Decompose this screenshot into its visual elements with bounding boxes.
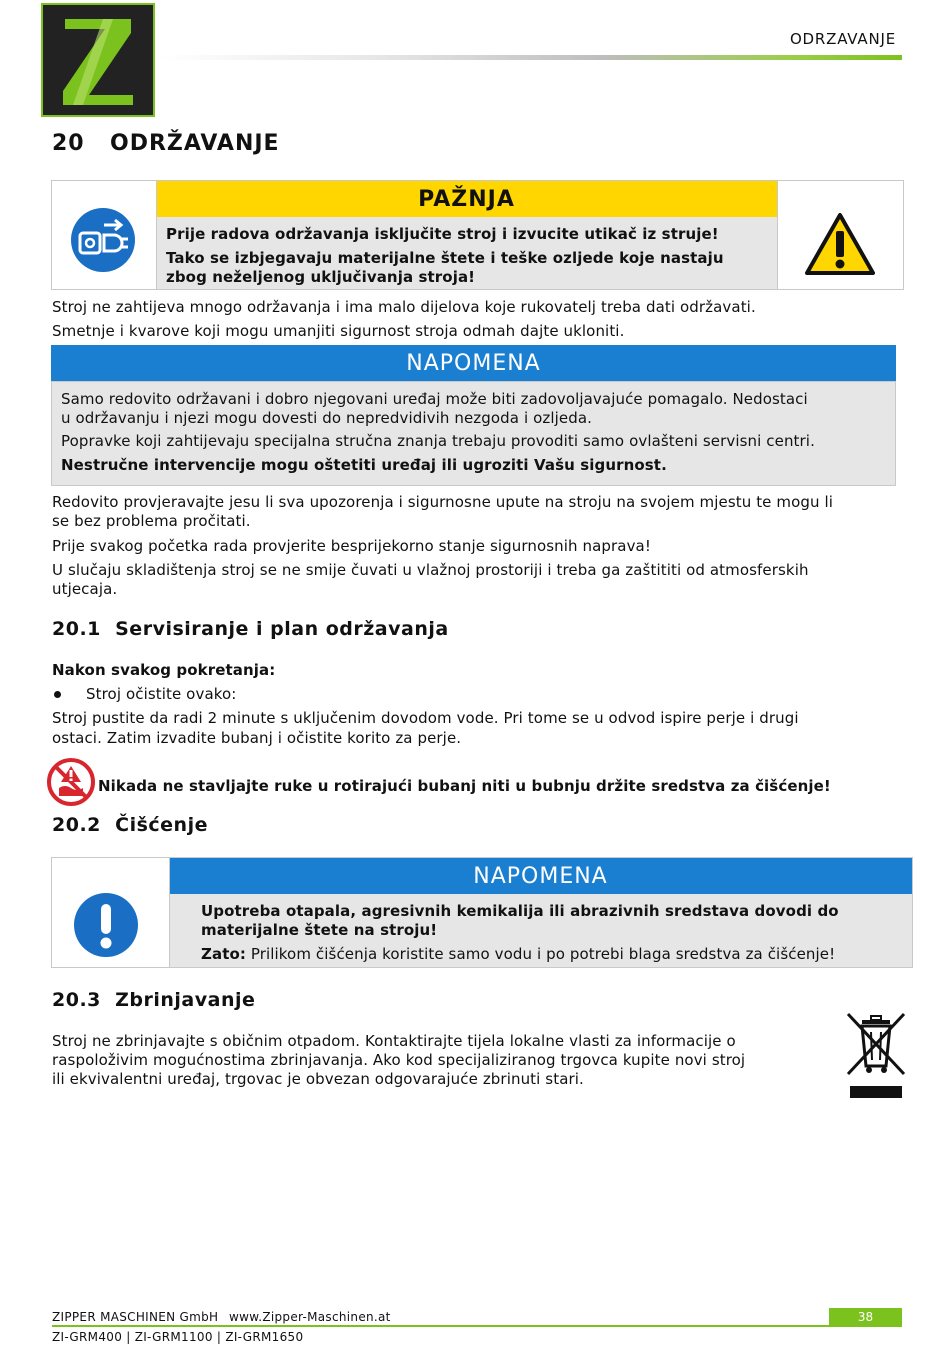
section-20-1-bullet: Stroj očistite ovako: [86, 685, 237, 703]
cleaning-note-divider [169, 858, 170, 967]
warning-triangle-icon [805, 213, 875, 275]
unplug-icon [70, 207, 136, 273]
page-number: 38 [829, 1308, 902, 1326]
section-20-1-paragraph-line-1: Stroj pustite da radi 2 minute s uključenim dovodom vode. Pri tome se u odvod ispire perje i drugi [52, 709, 799, 727]
body-paragraph-3-line-2: utjecaja. [52, 580, 118, 598]
section-20-1-title: Servisiranje i plan održavanja [115, 618, 449, 640]
brand-logo [41, 3, 155, 117]
section-20-1-subheading: Nakon svakog pokretanja: [52, 661, 276, 679]
section-20-3-line-2: raspoloživim mogućnostima zbrinjavanja. Ako kod specijaliziranog trgovca kupite novi stroj [52, 1051, 746, 1069]
section-20-1-number: 20.1 [52, 618, 101, 640]
note-line-1: Samo redovito održavani i dobro njegovani uređaj može biti zadovoljavajuće pomagalo. Nedostaci [61, 390, 808, 408]
cleaning-note-title: NAPOMENA [169, 858, 912, 894]
cleaning-note-line-3 [201, 945, 835, 964]
cleaning-note-line-3-bold: Zato: [201, 945, 246, 963]
caution-line-1: Prije radova održavanja isključite stroj i izvucite utikač iz struje! [166, 225, 719, 243]
intro-paragraph-2: Smetnje i kvarove koji mogu umanjiti sigurnost stroja odmah dajte ukloniti. [52, 322, 625, 340]
body-paragraph-2: Prije svakog početka rada provjerite besprijekorno stanje sigurnosnih naprava! [52, 537, 651, 555]
footer-website[interactable]: www.Zipper-Maschinen.at [229, 1310, 391, 1324]
note-title: NAPOMENA [51, 345, 896, 381]
header-section-title: ODRZAVANJE [789, 30, 896, 48]
section-20-2-title: Čišćenje [115, 814, 208, 836]
footer-divider [52, 1325, 902, 1327]
body-paragraph-1-line-2: se bez problema pročitati. [52, 512, 251, 530]
mandatory-exclamation-icon [73, 892, 139, 958]
section-20-3-number: 20.3 [52, 989, 101, 1011]
note-line-4: Nestručne intervencije mogu oštetiti uređaj ili ugroziti Vašu sigurnost. [61, 456, 667, 474]
cleaning-note-line-1: Upotreba otapala, agresivnih kemikalija ili abrazivnih sredstava dovodi do [201, 902, 839, 920]
section-20-2-heading [52, 814, 208, 836]
crossed-bin-icon [844, 1010, 908, 1100]
brand-logo-icon [43, 5, 153, 115]
footer-models: ZI-GRM400 | ZI-GRM1100 | ZI-GRM1650 [52, 1330, 304, 1344]
cleaning-note-line-3-rest: Prilikom čišćenja koristite samo vodu i po potrebi blaga sredstva za čišćenje! [245, 945, 836, 963]
note-line-2: u održavanju i njezi mogu dovesti do nepredvidivih nezgoda i ozljeda. [61, 409, 592, 427]
footer-company: ZIPPER MASCHINEN GmbH [52, 1310, 219, 1324]
body-paragraph-3-line-1: U slučaju skladištenja stroj se ne smije čuvati u vlažnoj prostoriji i treba ga zaštititi od atmosferskih [52, 561, 809, 579]
page-title-number: 20 [52, 131, 85, 156]
section-20-2-number: 20.2 [52, 814, 101, 836]
page-title [52, 131, 280, 156]
caution-title: PAŽNJA [156, 181, 777, 217]
section-20-3-line-3: ili ekvivalentni uređaj, trgovac je obvezan odgovarajuće zbrinuti stari. [52, 1070, 584, 1088]
hand-hazard-icon [47, 758, 95, 806]
page-title-text: ODRŽAVANJE [110, 131, 280, 156]
note-line-3: Popravke koji zahtijevaju specijalna stručna znanja trebaju provoditi samo ovlašteni servisni centri. [61, 432, 815, 450]
cleaning-note-line-2: materijalne štete na stroju! [201, 921, 438, 939]
section-20-3-line-1: Stroj ne zbrinjavajte s običnim otpadom. Kontaktirajte tijela lokalne vlasti za informacije o [52, 1032, 736, 1050]
caution-line-3: zbog neželjenog uključivanja stroja! [166, 268, 476, 286]
bullet-dot [54, 691, 61, 698]
intro-paragraph-1: Stroj ne zahtijeva mnogo održavanja i ima malo dijelova koje rukovatelj treba dati održavati. [52, 298, 756, 316]
section-20-1-heading [52, 618, 449, 640]
caution-line-2: Tako se izbjegavaju materijalne štete i teške ozljede koje nastaju [166, 249, 724, 267]
section-20-3-heading [52, 989, 255, 1011]
section-20-1-warning: Nikada ne stavljajte ruke u rotirajući bubanj niti u bubnju držite sredstva za čišćenje! [98, 777, 831, 795]
header-divider [160, 55, 902, 60]
caution-divider-left [156, 181, 157, 289]
section-20-1-paragraph-line-2: ostaci. Zatim izvadite bubanj i očistite korito za perje. [52, 729, 462, 747]
section-20-3-title: Zbrinjavanje [115, 989, 256, 1011]
caution-divider-right [777, 181, 778, 289]
body-paragraph-1-line-1: Redovito provjeravajte jesu li sva upozorenja i sigurnosne upute na stroju na svojem mjestu te mogu li [52, 493, 833, 511]
